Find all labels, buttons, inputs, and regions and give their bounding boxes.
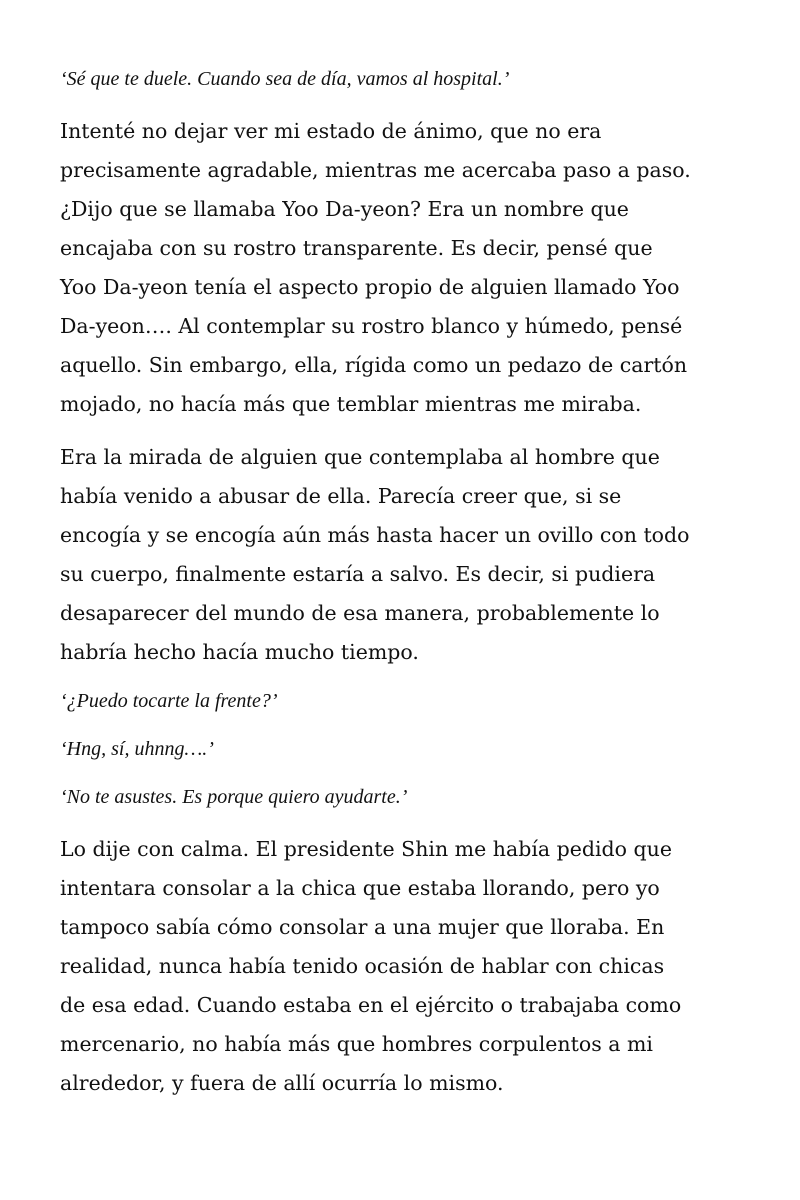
- text-line: Era la mirada de alguien que contemplaba al hombre que: [60, 445, 660, 469]
- text-line: encajaba con su rostro transparente. Es decir, pensé que: [60, 236, 653, 260]
- text-line: tampoco sabía cómo consolar a una mujer que lloraba. En: [60, 915, 665, 939]
- paragraph: [60, 830, 750, 1103]
- text-line: aquello. Sin embargo, ella, rígida como un pedazo de cartón: [60, 353, 688, 377]
- text-line: Yoo Da-yeon tenía el aspecto propio de alguien llamado Yoo: [60, 275, 680, 299]
- text-line: encogía y se encogía aún más hasta hacer un ovillo con todo: [60, 523, 690, 547]
- text-line: su cuerpo, finalmente estaría a salvo. Es decir, si pudiera: [60, 562, 656, 586]
- text-line: habría hecho hacía mucho tiempo.: [60, 640, 419, 664]
- text-line: precisamente agradable, mientras me acercaba paso a paso.: [60, 158, 691, 182]
- dialogue-line: ‘No te asustes. Es porque quiero ayudarte.’: [60, 786, 408, 808]
- text-line: mercenario, no había más que hombres corpulentos a mi: [60, 1032, 653, 1056]
- text-line: Da-yeon…. Al contemplar su rostro blanco y húmedo, pensé: [60, 314, 683, 338]
- paragraph: [60, 438, 750, 672]
- paragraph: [60, 112, 750, 424]
- text-line: mojado, no hacía más que temblar mientras me miraba.: [60, 392, 642, 416]
- dialogue-line: ‘¿Puedo tocarte la frente?’: [60, 690, 278, 712]
- text-line: alrededor, y fuera de allí ocurría lo mismo.: [60, 1071, 504, 1095]
- text-line: intentara consolar a la chica que estaba llorando, pero yo: [60, 876, 660, 900]
- text-line: Lo dije con calma. El presidente Shin me había pedido que: [60, 837, 672, 861]
- text-line: ¿Dijo que se llamaba Yoo Da-yeon? Era un nombre que: [60, 197, 629, 221]
- dialogue-line: ‘Hng, sí, uhnng….’: [60, 738, 214, 760]
- text-line: Intenté no dejar ver mi estado de ánimo, que no era: [60, 119, 602, 143]
- text-line: realidad, nunca había tenido ocasión de hablar con chicas: [60, 954, 665, 978]
- text-line: había venido a abusar de ella. Parecía creer que, si se: [60, 484, 622, 508]
- book-page: [60, 64, 750, 1117]
- text-line: desaparecer del mundo de esa manera, probablemente lo: [60, 601, 660, 625]
- text-line: de esa edad. Cuando estaba en el ejército o trabajaba como: [60, 993, 682, 1017]
- dialogue-line: ‘Sé que te duele. Cuando sea de día, vamos al hospital.’: [60, 68, 510, 90]
